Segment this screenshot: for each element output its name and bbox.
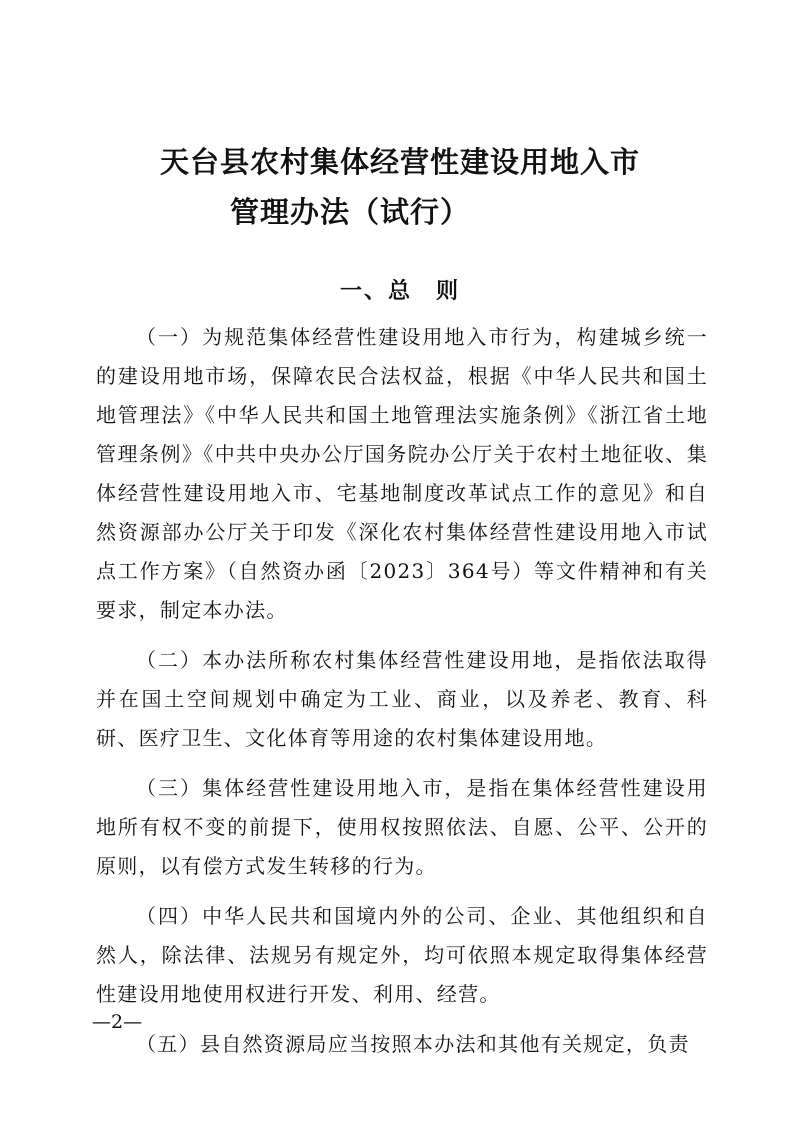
page-number: —2— (92, 1011, 143, 1033)
document-title-line-1: 天台县农村集体经营性建设用地入市 (159, 145, 640, 179)
paragraph-2: （二）本办法所称农村集体经营性建设用地，是指依法取得并在国土空间规划中确定为工业、商业，以及养老、教育、科研、医疗卫生、文化体育等用途的农村集体建设用地。 (96, 648, 708, 750)
document-title-line-2: 管理办法（试行） (229, 195, 470, 229)
paragraph-1: （一）为规范集体经营性建设用地入市行为，构建城乡统一的建设用地市场，保障农民合法权益，根据《中华人民共和国土地管理法》《中华人民共和国土地管理法实施条例》《浙江省土地管理条例》《中共中央办公厅国务院办公厅关于农村土地征收、集体经营性建设用地入市、宅基地制度改革试点工作的意见》和自然资源部办公厅关于印发《深化农村集体经营性建设用地入市试点工作方案》（自然资办函〔2023〕364号）等文件精神和有关要求，制定本办法。 (96, 325, 708, 622)
document-body (96, 318, 708, 1075)
paragraph-5: （五）县自然资源局应当按照本办法和其他有关规定，负责 (136, 1032, 690, 1056)
paragraph-3: （三）集体经营性建设用地入市，是指在集体经营性建设用地所有权不变的前提下，使用权按照依法、自愿、公平、公开的原则，以有偿方式发生转移的行为。 (96, 776, 708, 878)
section-heading-general-provisions: 一、总 则 (339, 279, 460, 304)
paragraph-4: （四）中华人民共和国境内外的公司、企业、其他组织和自然人，除法律、法规另有规定外，均可依照本规定取得集体经营性建设用地使用权进行开发、利用、经营。 (96, 904, 708, 1006)
